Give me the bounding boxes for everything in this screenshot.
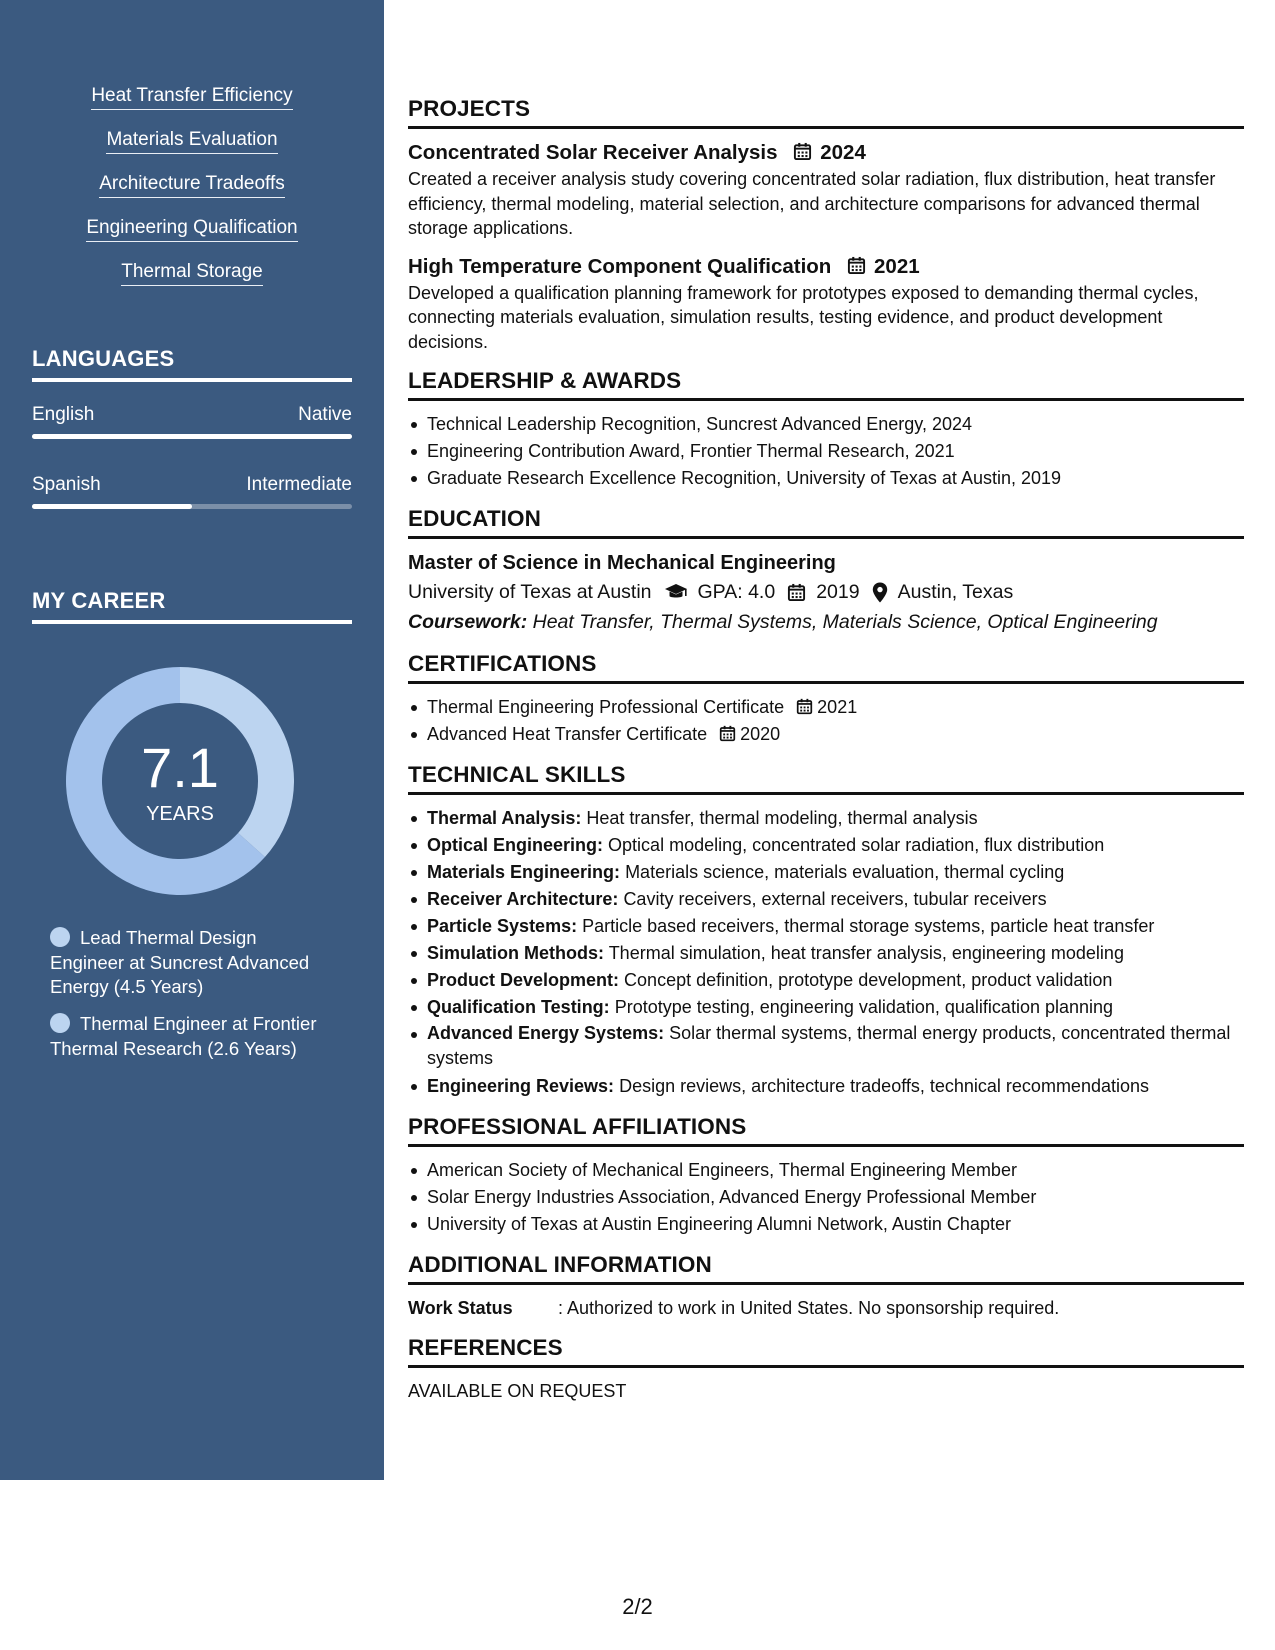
list-item: Graduate Research Excellence Recognition, University of Texas at Austin, 2019: [408, 465, 1244, 492]
skills-section: [408, 762, 1244, 1100]
location-pin-icon: [872, 582, 888, 603]
skill-text: Prototype testing, engineering validation, qualification planning: [614, 997, 1114, 1017]
skill-name: Simulation Methods:: [427, 943, 604, 963]
education-section: [408, 506, 1244, 637]
list-item: Engineering Contribution Award, Frontier Thermal Research, 2021: [408, 438, 1244, 465]
language-level: Native: [298, 404, 352, 425]
language-name: English: [32, 404, 95, 425]
calendar-icon: [796, 698, 813, 715]
skill-text: Optical modeling, concentrated solar radiation, flux distribution: [608, 835, 1105, 855]
school-name: University of Texas at Austin: [408, 581, 652, 603]
section-title: CERTIFICATIONS: [408, 651, 1244, 684]
section-title: TECHNICAL SKILLS: [408, 762, 1244, 795]
skill-name: Receiver Architecture:: [427, 889, 619, 909]
references-section: [408, 1335, 1244, 1404]
project-description: Created a receiver analysis study covering concentrated solar radiation, flux distribution, heat transfer efficiency, thermal modeling, material selection, and architecture comparisons for advanced thermal storage applications.: [408, 169, 1216, 238]
language-bar-fill: [32, 504, 192, 509]
list-item: Technical Leadership Recognition, Suncrest Advanced Energy, 2024: [408, 411, 1244, 438]
coursework-text: Heat Transfer, Thermal Systems, Materials Science, Optical Engineering: [532, 611, 1158, 633]
skill-text: Materials science, materials evaluation, thermal cycling: [625, 862, 1065, 882]
skill-text: Design reviews, architecture tradeoffs, technical recommendations: [619, 1076, 1149, 1096]
graduation-cap-icon: [664, 583, 688, 601]
references-text: AVAILABLE ON REQUEST: [408, 1381, 627, 1401]
leadership-list: [408, 411, 1244, 492]
main-content: [408, 96, 1244, 1418]
skill-item: [408, 940, 1244, 967]
section-title: REFERENCES: [408, 1335, 1244, 1368]
skill-item: [408, 886, 1244, 913]
certification-year: 2021: [817, 697, 858, 717]
career-entry-text: Lead Thermal Design Engineer at Suncrest Advanced Energy (4.5 Years): [50, 927, 310, 997]
career-total-years: 7.1: [141, 736, 219, 799]
skill-name: Product Development:: [427, 970, 620, 990]
project-name: Concentrated Solar Receiver Analysis: [408, 141, 778, 164]
skill-name: Materials Engineering:: [427, 862, 621, 882]
language-name: Spanish: [32, 474, 101, 495]
keyword-link[interactable]: Heat Transfer Efficiency: [91, 84, 292, 110]
list-item: University of Texas at Austin Engineering Alumni Network, Austin Chapter: [408, 1211, 1244, 1238]
list-item: Solar Energy Industries Association, Advanced Energy Professional Member: [408, 1184, 1244, 1211]
skill-item: [408, 967, 1244, 994]
legend-dot-icon: [50, 927, 70, 947]
page-number: 2/2: [622, 1594, 653, 1619]
education-location: Austin, Texas: [897, 581, 1014, 603]
project-description: Developed a qualification planning framework for prototypes exposed to demanding thermal cycles, connecting materials evaluation, simulation results, testing evidence, and product development decisions.: [408, 282, 1199, 352]
certification-year: 2020: [740, 724, 781, 744]
project-title: [408, 253, 1244, 281]
career-heading: MY CAREER: [32, 588, 352, 624]
skill-item: [408, 1021, 1244, 1071]
skill-item: [408, 1073, 1244, 1100]
certification-list: [408, 694, 1244, 748]
coursework: [408, 607, 1244, 637]
project-name: High Temperature Component Qualification: [408, 254, 832, 278]
skill-name: Optical Engineering:: [427, 835, 604, 855]
project-year: 2024: [820, 141, 866, 164]
skill-text: Concept definition, prototype development, product validation: [624, 970, 1113, 990]
certifications-section: [408, 651, 1244, 748]
skill-item: [408, 832, 1244, 859]
list-item: American Society of Mechanical Engineers, Thermal Engineering Member: [408, 1157, 1244, 1184]
skill-text: Solar thermal systems, thermal energy products, concentrated thermal systems: [427, 1023, 1231, 1068]
skill-name: Particle Systems:: [427, 916, 578, 936]
language-bar-fill: [32, 434, 352, 439]
career-entry: [50, 926, 330, 1000]
project-title: [408, 139, 1244, 167]
education-details: [408, 577, 1244, 607]
calendar-icon: [719, 725, 736, 742]
keyword-list: [0, 84, 384, 304]
certification-name: Advanced Heat Transfer Certificate: [427, 724, 708, 744]
skill-name: Advanced Energy Systems:: [427, 1023, 665, 1043]
skill-item: [408, 805, 1244, 832]
calendar-icon: [793, 142, 812, 161]
language-bar: [32, 504, 352, 509]
project-year: 2021: [874, 254, 920, 278]
career-entry: [50, 1012, 330, 1061]
skill-text: Thermal simulation, heat transfer analysis, engineering modeling: [608, 943, 1124, 963]
work-status-label: Work Status: [408, 1298, 513, 1318]
graduation-year: 2019: [816, 581, 860, 603]
section-title: ADDITIONAL INFORMATION: [408, 1252, 1244, 1285]
skill-name: Thermal Analysis:: [427, 808, 582, 828]
language-row: [32, 404, 352, 426]
degree-title: Master of Science in Mechanical Engineering: [408, 552, 836, 574]
calendar-icon: [787, 583, 806, 602]
leadership-section: [408, 368, 1244, 492]
section-title: EDUCATION: [408, 506, 1244, 539]
section-title: LEADERSHIP & AWARDS: [408, 368, 1244, 401]
career-years-unit: YEARS: [146, 803, 214, 825]
work-status-value: : Authorized to work in United States. No sponsorship required.: [558, 1298, 1060, 1318]
section-title: PROFESSIONAL AFFILIATIONS: [408, 1114, 1244, 1147]
projects-section: [408, 96, 1244, 354]
work-status-row: [408, 1295, 1244, 1321]
language-level: Intermediate: [246, 474, 352, 495]
keyword-link[interactable]: Materials Evaluation: [106, 128, 277, 154]
list-item: [408, 694, 1244, 721]
skill-name: Qualification Testing:: [427, 997, 610, 1017]
language-bar: [32, 434, 352, 439]
affiliations-list: [408, 1157, 1244, 1238]
calendar-icon: [847, 256, 866, 275]
certification-name: Thermal Engineering Professional Certificate: [427, 697, 785, 717]
career-entry-text: Thermal Engineer at Frontier Thermal Research (2.6 Years): [50, 1013, 317, 1059]
skill-item: [408, 913, 1244, 940]
coursework-label: Coursework:: [408, 611, 528, 633]
skill-item: [408, 994, 1244, 1021]
legend-dot-icon: [50, 1013, 70, 1033]
skill-name: Engineering Reviews:: [427, 1076, 615, 1096]
sidebar: [0, 0, 384, 1480]
skills-list: [408, 805, 1244, 1100]
keyword-link[interactable]: Architecture Tradeoffs: [99, 172, 285, 198]
list-item: [408, 721, 1244, 748]
languages-heading: LANGUAGES: [32, 346, 352, 382]
keyword-link[interactable]: Engineering Qualification: [86, 216, 297, 242]
language-row: [32, 474, 352, 496]
skill-text: Particle based receivers, thermal storage systems, particle heat transfer: [582, 916, 1155, 936]
skill-item: [408, 859, 1244, 886]
keyword-link[interactable]: Thermal Storage: [121, 260, 263, 286]
affiliations-section: [408, 1114, 1244, 1238]
additional-info-section: [408, 1252, 1244, 1321]
section-title: PROJECTS: [408, 96, 1244, 129]
skill-text: Heat transfer, thermal modeling, thermal analysis: [586, 808, 978, 828]
gpa: GPA: 4.0: [697, 581, 776, 603]
skill-text: Cavity receivers, external receivers, tubular receivers: [623, 889, 1047, 909]
